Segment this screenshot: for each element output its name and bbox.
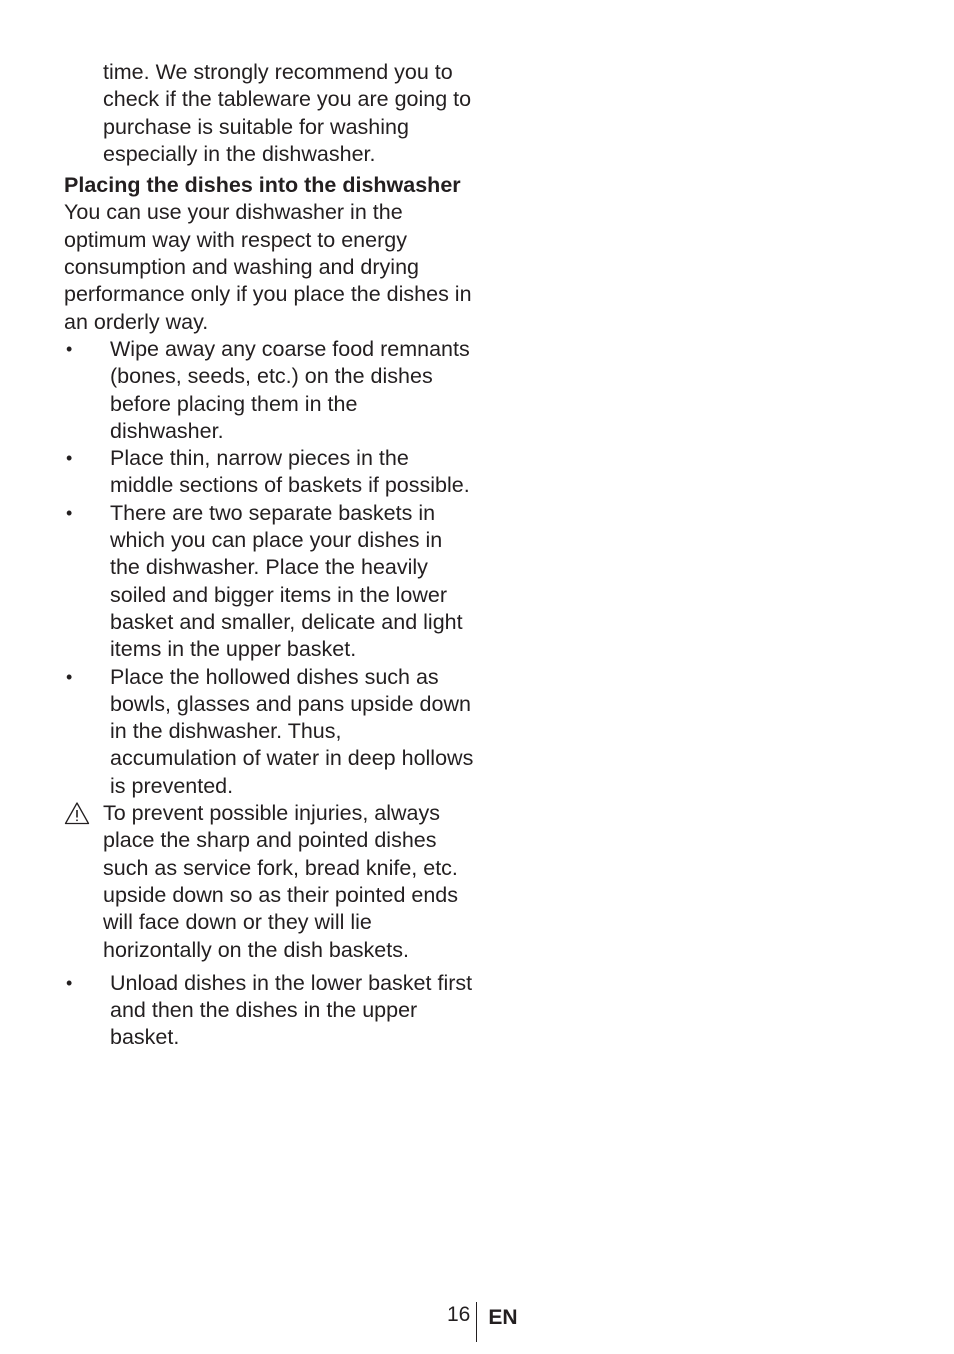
continuation-paragraph: time. We strongly recommend you to check if the tableware you are going to purchase is suitable for washing especially in the dishwasher. (103, 60, 472, 166)
warning-triangle-icon (64, 801, 90, 825)
list-item-text: Place the hollowed dishes such as bowls, glasses and pans upside down in the dishwasher. Thus, accumulation of water in deep hollows is prevented. (110, 664, 474, 798)
intro-paragraph: You can use your dishwasher in the optimum way with respect to energy consumption and washing and drying performance only if you place the dishes in an orderly way. (64, 200, 472, 334)
bullet-icon: • (66, 338, 73, 359)
bullet-list (64, 336, 474, 800)
page-number: 16 (447, 1303, 471, 1326)
list-item (64, 336, 474, 445)
bullet-icon: • (66, 972, 73, 993)
bullet-icon: • (66, 666, 73, 687)
list-item (64, 445, 474, 500)
content-column (64, 59, 474, 1052)
final-bullet-list (64, 970, 474, 1052)
language-code: EN (488, 1306, 518, 1329)
list-item (64, 500, 474, 664)
list-item-text: Unload dishes in the lower basket first and then the dishes in the upper basket. (110, 970, 473, 1050)
list-item (64, 664, 474, 800)
warning-note (64, 800, 474, 964)
list-item-text: Wipe away any coarse food remnants (bones, seeds, etc.) on the dishes before placing them in the dishwasher. (110, 336, 470, 443)
warning-text: To prevent possible injuries, always place the sharp and pointed dishes such as service fork, bread knife, etc. upside down so as their pointed ends will face down or they will lie horizontally on the dish baskets. (103, 801, 458, 962)
section-heading: Placing the dishes into the dishwasher (64, 173, 461, 198)
list-item (64, 970, 474, 1052)
list-item-text: There are two separate baskets in which you can place your dishes in the dishwasher. Place the heavily soiled and bigger items in the lower basket and smaller, delicate and light items in the upper basket. (110, 500, 463, 662)
bullet-icon: • (66, 502, 73, 523)
list-item-text: Place thin, narrow pieces in the middle sections of baskets if possible. (110, 446, 470, 498)
bullet-icon: • (66, 448, 73, 469)
page-footer (447, 1302, 518, 1342)
